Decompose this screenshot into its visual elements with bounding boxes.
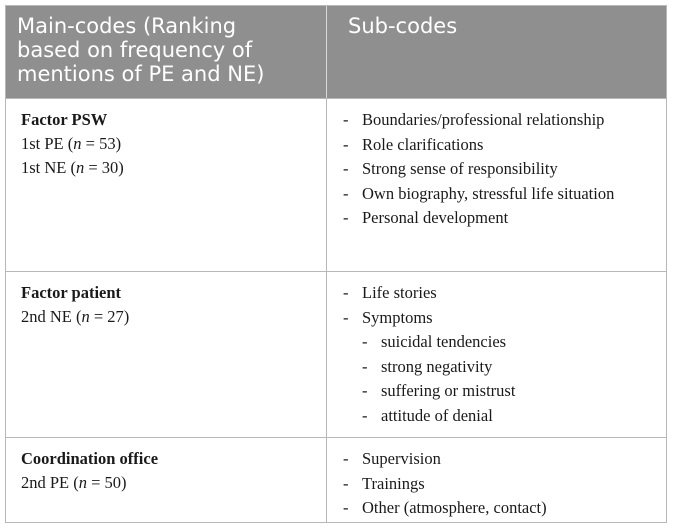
rank-line: 1st NE (n = 30) bbox=[21, 158, 124, 177]
main-code-cell bbox=[21, 108, 316, 180]
sub-code-item: - Personal development bbox=[343, 208, 509, 227]
header-sub-codes: Sub-codes bbox=[348, 14, 458, 38]
sub-code-item: - Role clarifications bbox=[343, 134, 484, 154]
sub-code-nested-item: - strong negativity bbox=[362, 356, 493, 376]
table-row bbox=[6, 437, 666, 522]
sub-code-item: - Boundaries/professional relationship bbox=[343, 110, 605, 129]
main-code-title: Coordination office bbox=[21, 449, 159, 468]
rank-line: 2nd PE (n = 50) bbox=[21, 473, 127, 492]
sub-code-nested-item: - suicidal tendencies bbox=[362, 332, 507, 351]
main-code-cell bbox=[21, 281, 316, 329]
column-divider bbox=[326, 99, 327, 271]
codes-table bbox=[5, 5, 667, 523]
column-divider bbox=[326, 438, 327, 522]
sub-codes-cell bbox=[343, 447, 643, 521]
table-header bbox=[6, 6, 666, 98]
column-divider bbox=[326, 272, 327, 437]
table-row bbox=[6, 98, 666, 271]
sub-codes-cell bbox=[343, 108, 643, 231]
main-code-cell bbox=[21, 447, 316, 495]
rank-line: 1st PE (n = 53) bbox=[21, 134, 122, 153]
rank-line: 2nd NE (n = 27) bbox=[21, 307, 130, 326]
sub-code-item: - Symptoms bbox=[343, 307, 433, 327]
sub-code-item: - Other (atmosphere, contact) bbox=[343, 498, 547, 517]
sub-code-item: - Life stories bbox=[343, 283, 437, 302]
sub-code-item: - Trainings bbox=[343, 473, 425, 493]
sub-code-item: - Own biography, stressful life situation bbox=[343, 183, 615, 203]
sub-code-item: - Strong sense of responsibility bbox=[343, 159, 558, 178]
header-divider bbox=[326, 6, 327, 98]
sub-code-nested-item: - suffering or mistrust bbox=[362, 381, 516, 400]
header-main-codes: Main-codes (Ranking based on frequency of mentions of PE and NE) bbox=[17, 14, 265, 86]
sub-code-nested-item: - attitude of denial bbox=[362, 405, 493, 425]
main-code-title: Factor PSW bbox=[21, 110, 108, 129]
sub-codes-cell bbox=[343, 281, 643, 428]
table-row bbox=[6, 271, 666, 437]
sub-code-item: - Supervision bbox=[343, 449, 441, 468]
main-code-title: Factor patient bbox=[21, 283, 122, 302]
